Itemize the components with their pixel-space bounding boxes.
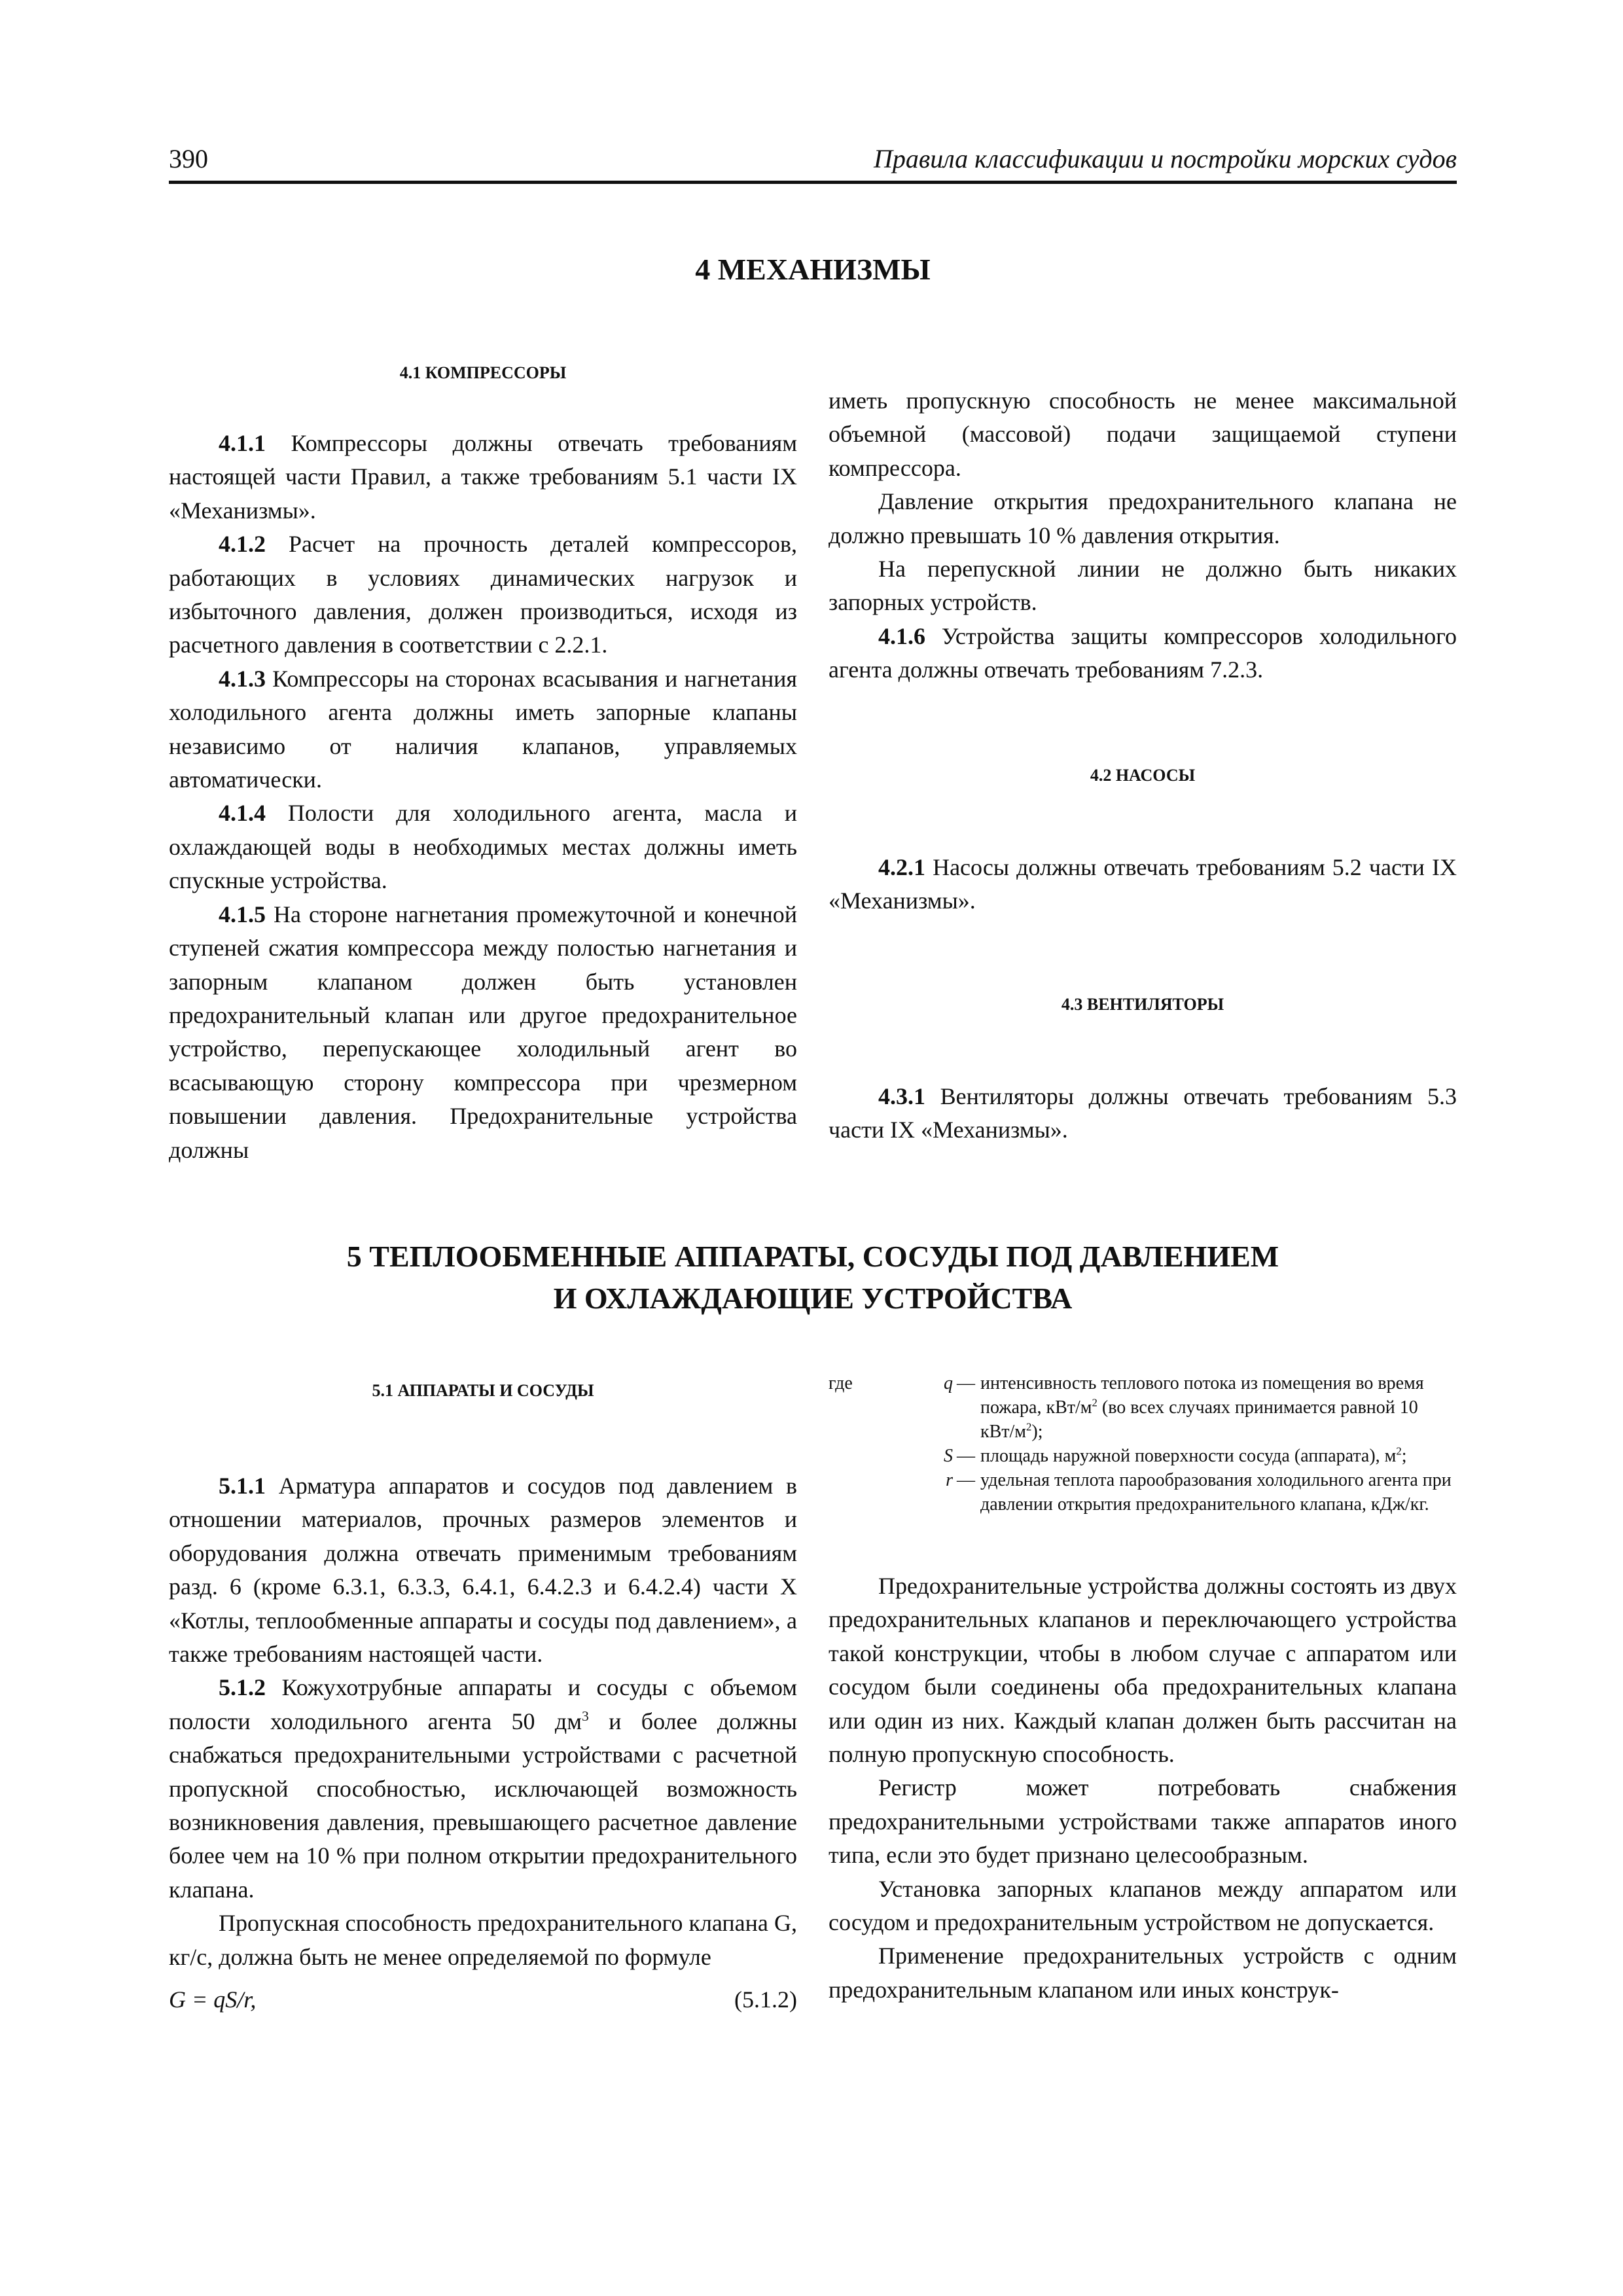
- paragraph-4-3-1: [829, 1080, 1457, 1147]
- definition-symbol: r: [946, 1470, 953, 1490]
- paragraph-safety-devices: Предохранительные устройства должны состоять из двух предохранительных клапанов и переключающего устройства такой конструкции, чтобы в любом случае с аппаратом или сосудом были соединены оба предохранительных клапана или один из них. Каждый клапан должен быть рассчитан на полную пропускную способность.: [829, 1573, 1457, 1768]
- definition-s: [829, 1444, 1457, 1468]
- superscript: 2: [1396, 1444, 1402, 1458]
- formula-definitions: [829, 1371, 1457, 1516]
- paragraph-4-1-3: [169, 662, 797, 797]
- paragraph-shutoff-valves: Установка запорных клапанов между аппаратом или сосудом и предохранительным устройством не допускается.: [829, 1875, 1457, 1936]
- clause-number: 4.1.2: [219, 531, 266, 558]
- paragraph-text: Расчет на прочность деталей компрессоров, работающих в условиях динамических нагрузок и избыточного давления, должен производиться, исходя из расчетного давления в соответствии с 2.2.1.: [169, 531, 797, 658]
- definition-symbol: q: [944, 1373, 953, 1393]
- running-title: Правила классификации и постройки морских судов: [873, 144, 1457, 173]
- paragraph-single-valve: Применение предохранительных устройств с одним предохранительным клапаном или иных конструк-: [829, 1943, 1457, 2003]
- definition-symbol: S: [944, 1446, 953, 1466]
- formula-number: (5.1.2): [734, 1986, 797, 2013]
- clause-number: 4.1.6: [878, 622, 925, 649]
- paragraph-text: Компрессоры на сторонах всасывания и нагнетания холодильного агента должны иметь запорные клапаны независимо от наличия клапанов, управляемых автоматически.: [169, 665, 797, 793]
- clause-number: 4.2.1: [878, 854, 925, 880]
- paragraph-text: Кожухотрубные аппараты и сосуды с объемом полости холодильного агента 50 дм: [169, 1674, 797, 1734]
- paragraph-text: Арматура аппаратов и сосудов под давлением в отношении материалов, прочных размеров элементов и оборудования должна отвечать применимым требованиям разд. 6 (кроме 6.3.1, 6.3.3, 6.4.1, 6.4.2.3 и 6.4.2.4) части X «Котлы, теплообменные аппараты и сосуды под давлением», а также требованиям настоящей части.: [169, 1473, 797, 1668]
- clause-number: 4.3.1: [878, 1083, 925, 1109]
- where-label: где: [829, 1373, 853, 1393]
- definition-text: ;: [1401, 1446, 1407, 1466]
- clause-number: 4.1.3: [219, 665, 266, 692]
- definition-text: );: [1031, 1422, 1043, 1442]
- clause-number: 4.1.1: [219, 430, 266, 456]
- chapter-5-title-line-1: 5 ТЕПЛООБМЕННЫЕ АППАРАТЫ, СОСУДЫ ПОД ДАВЛЕНИЕМ: [346, 1240, 1279, 1273]
- paragraph-4-2-1: [829, 851, 1457, 918]
- definition-dash: —: [957, 1470, 975, 1490]
- definition-text: интенсивность теплового потока из помещения во время пожара, кВт/м: [980, 1373, 1424, 1418]
- definition-dash: —: [957, 1446, 975, 1466]
- definition-q: [829, 1371, 1457, 1444]
- paragraph-4-1-2: [169, 528, 797, 662]
- page-number: 390: [169, 144, 208, 173]
- paragraph-5-1-2-capacity: Пропускная способность предохранительного клапана G, кг/с, должна быть не менее определяемой по формуле: [169, 1910, 797, 1970]
- definition-dash: —: [957, 1373, 975, 1393]
- section-4-2: [829, 756, 1457, 918]
- paragraph-text: Насосы должны отвечать требованиям 5.2 части IX «Механизмы».: [829, 854, 1457, 914]
- section-4-1-left-column: [169, 353, 797, 1167]
- paragraph-text: и более должны снабжаться предохранительными устройствами с расчетной пропускной способностью, исключающей возможность возникновения давления, превышающего расчетное давление более чем на 10 % при полном открытии предохранительного клапана.: [169, 1708, 797, 1903]
- paragraph-4-1-5: [169, 898, 797, 1167]
- superscript: 3: [581, 1708, 589, 1724]
- definition-text: (во всех случаях принимается равной 10 кВт/м: [980, 1397, 1418, 1442]
- paragraph-4-1-6: [829, 620, 1457, 687]
- paragraph-4-1-4: [169, 797, 797, 897]
- clause-number: 5.1.2: [219, 1674, 266, 1701]
- section-5-1-right-column: [829, 1570, 1457, 2007]
- paragraph-text: Вентиляторы должны отвечать требованиям 5.3 части IX «Механизмы».: [829, 1083, 1457, 1143]
- paragraph-text: На стороне нагнетания промежуточной и конечной ступеней сжатия компрессора между полостью нагнетания и запорным клапаном должен быть установлен предохранительный клапан или другое предохранительное устройство, перепускающее холодильный агент во всасывающую сторону компрессора при чрезмерном повышении давления. Предохранительные устройства должны: [169, 901, 797, 1163]
- clause-number: 4.1.5: [219, 901, 266, 927]
- paragraph-register-requirement: Регистр может потребовать снабжения предохранительными устройствами также аппаратов иного типа, если это будет признано целесообразным.: [829, 1774, 1457, 1869]
- superscript: 2: [1092, 1396, 1097, 1409]
- chapter-5-title: [169, 1236, 1457, 1319]
- formula-5-1-2: [169, 1983, 797, 2020]
- paragraph-text: Устройства защиты компрессоров холодильного агента должны отвечать требованиям 7.2.3.: [829, 622, 1457, 683]
- paragraph-5-1-2: [169, 1671, 797, 1907]
- section-4-3-heading: 4.3 ВЕНТИЛЯТОРЫ: [1061, 995, 1224, 1014]
- section-4-1-right-column: [829, 384, 1457, 687]
- paragraph-4-1-1: [169, 427, 797, 528]
- section-5-1-left-column: [169, 1371, 797, 2020]
- paragraph-text: Полости для холодильного агента, масла и охлаждающей воды в необходимых местах должны иметь спускные устройства.: [169, 800, 797, 894]
- paragraph-4-1-5-pressure: Давление открытия предохранительного клапана не должно превышать 10 % давления открытия.: [829, 488, 1457, 548]
- section-4-1-heading: 4.1 КОМПРЕССОРЫ: [399, 363, 567, 382]
- chapter-4-title: 4 МЕХАНИЗМЫ: [695, 253, 931, 286]
- superscript: 2: [1026, 1420, 1032, 1433]
- paragraph-4-1-5-bypass: На перепускной линии не должно быть никаких запорных устройств.: [829, 556, 1457, 616]
- section-4-2-heading: 4.2 НАСОСЫ: [1090, 766, 1196, 785]
- running-header: [169, 143, 1457, 184]
- formula-expression: G = qS/r,: [169, 1986, 257, 2013]
- chapter-5-title-line-2: И ОХЛАЖДАЮЩИЕ УСТРОЙСТВА: [553, 1282, 1073, 1315]
- paragraph-text: Компрессоры должны отвечать требованиям настоящей части Правил, а также требованиям 5.1 части IX «Механизмы».: [169, 430, 797, 524]
- definition-text: площадь наружной поверхности сосуда (аппарата), м: [980, 1446, 1397, 1466]
- definition-r: [829, 1468, 1457, 1516]
- section-5-1-heading: 5.1 АППАРАТЫ И СОСУДЫ: [372, 1381, 594, 1400]
- clause-number: 4.1.4: [219, 800, 266, 827]
- paragraph-4-1-5-continued: иметь пропускную способность не менее максимальной объемной (массовой) подачи защищаемой ступени компрессора.: [829, 387, 1457, 481]
- definition-text: удельная теплота парообразования холодильного агента при давлении открытия предохранительного клапана, кДж/кг.: [980, 1470, 1452, 1515]
- section-4-3: [829, 985, 1457, 1147]
- paragraph-5-1-1: [169, 1469, 797, 1671]
- clause-number: 5.1.1: [219, 1473, 266, 1499]
